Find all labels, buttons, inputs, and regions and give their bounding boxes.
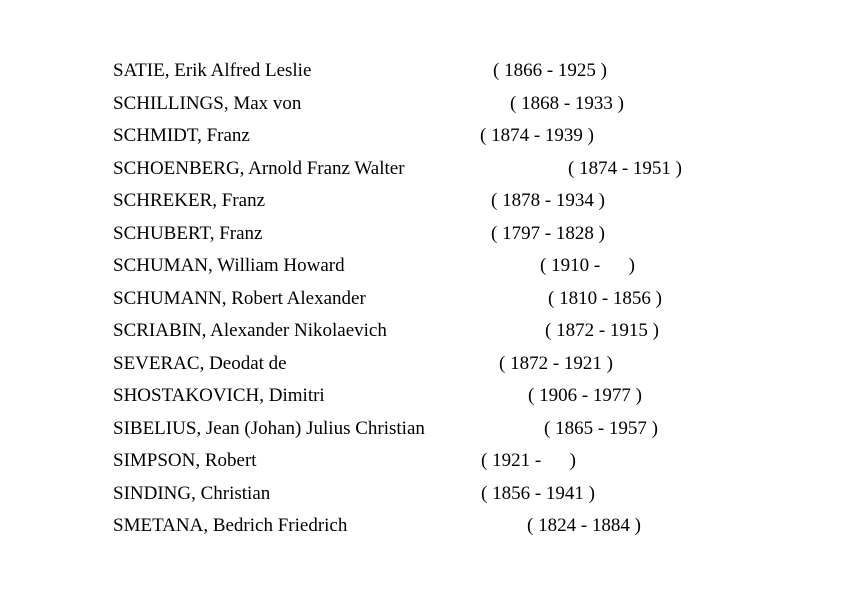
composer-entry-schillings (113, 93, 813, 125)
composer-entry-schmidt (113, 125, 813, 157)
composer-dates: ( 1874 - 1951 ) (568, 158, 682, 179)
composer-name: SCHREKER, Franz (113, 190, 265, 211)
composer-name: SINDING, Christian (113, 483, 271, 504)
composer-dates: ( 1868 - 1933 ) (510, 93, 624, 114)
composer-entry-schumann (113, 288, 813, 320)
composer-name: SCHMIDT, Franz (113, 125, 250, 146)
composer-entry-shostakovich (113, 385, 813, 417)
composer-dates: ( 1874 - 1939 ) (480, 125, 594, 146)
composer-name: SHOSTAKOVICH, Dimitri (113, 385, 325, 406)
composer-entry-simpson (113, 450, 813, 482)
composer-dates: ( 1797 - 1828 ) (491, 223, 605, 244)
composer-entry-scriabin (113, 320, 813, 352)
composer-entry-smetana (113, 515, 813, 547)
composer-name: SCRIABIN, Alexander Nikolaevich (113, 320, 387, 341)
composer-name: SIMPSON, Robert (113, 450, 257, 471)
composer-entry-schubert (113, 223, 813, 255)
composer-name: SATIE, Erik Alfred Leslie (113, 60, 312, 81)
composer-name: SMETANA, Bedrich Friedrich (113, 515, 348, 536)
composer-dates: ( 1872 - 1915 ) (545, 320, 659, 341)
composer-entry-severac (113, 353, 813, 385)
composer-name: SCHUBERT, Franz (113, 223, 263, 244)
composer-dates: ( 1865 - 1957 ) (544, 418, 658, 439)
composer-dates: ( 1824 - 1884 ) (527, 515, 641, 536)
composer-entry-sibelius (113, 418, 813, 450)
composer-entry-schoenberg (113, 158, 813, 190)
composer-dates: ( 1910 - ) (540, 255, 635, 276)
composer-entry-schuman (113, 255, 813, 287)
composer-name: SEVERAC, Deodat de (113, 353, 287, 374)
composer-dates: ( 1906 - 1977 ) (528, 385, 642, 406)
composer-name: SCHILLINGS, Max von (113, 93, 302, 114)
composer-dates: ( 1878 - 1934 ) (491, 190, 605, 211)
composer-dates: ( 1856 - 1941 ) (481, 483, 595, 504)
composer-dates: ( 1921 - ) (481, 450, 576, 471)
composer-entry-satie (113, 60, 813, 92)
composer-entry-sinding (113, 483, 813, 515)
composer-name: SCHOENBERG, Arnold Franz Walter (113, 158, 405, 179)
composer-dates: ( 1872 - 1921 ) (499, 353, 613, 374)
composer-name: SIBELIUS, Jean (Johan) Julius Christian (113, 418, 425, 439)
composer-name: SCHUMAN, William Howard (113, 255, 345, 276)
composer-name: SCHUMANN, Robert Alexander (113, 288, 366, 309)
composer-dates: ( 1866 - 1925 ) (493, 60, 607, 81)
composer-dates: ( 1810 - 1856 ) (548, 288, 662, 309)
composer-entry-schreker (113, 190, 813, 222)
